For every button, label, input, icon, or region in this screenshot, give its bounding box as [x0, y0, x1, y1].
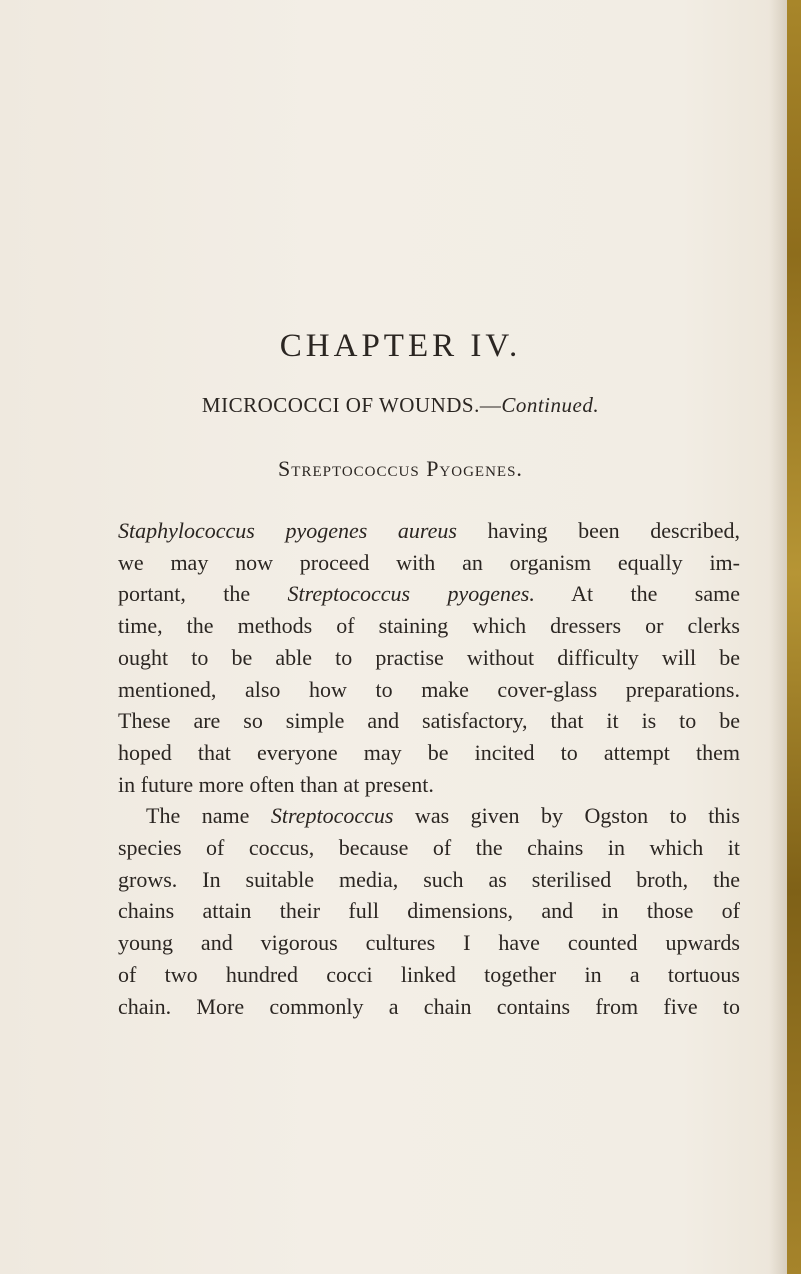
section-heading: Streptococcus Pyogenes.	[278, 456, 523, 481]
text-line	[118, 800, 740, 832]
text-line: time, the methods of staining which dressers or clerks	[118, 613, 740, 639]
text-span: was given by Ogston to this	[393, 803, 740, 829]
paragraph-1	[118, 515, 740, 800]
body-text	[118, 515, 740, 1022]
chapter-subtitle	[0, 393, 801, 418]
text-span: portant, the	[118, 581, 288, 607]
text-line	[118, 578, 740, 610]
chapter-title: CHAPTER IV.	[279, 328, 522, 364]
text-line: chain. More commonly a chain contains from five to	[118, 993, 740, 1019]
text-span: The name	[146, 803, 271, 829]
subtitle-continued: Continued.	[501, 393, 600, 417]
text-line: we may now proceed with an organism equally im-	[118, 549, 740, 575]
italic-term: Staphylococcus pyogenes aureus	[118, 518, 457, 543]
text-line	[118, 515, 740, 547]
text-line: mentioned, also how to make cover-glass preparations.	[118, 676, 740, 702]
text-line: chains attain their full dimensions, and in those of	[118, 898, 740, 924]
text-line: species of coccus, because of the chains in which it	[118, 835, 740, 861]
text-line: in future more often than at present.	[118, 771, 434, 797]
page-gutter-shadow	[769, 0, 787, 1274]
text-span: At the same	[534, 581, 740, 607]
subtitle-main: MICROCOCCI OF WOUNDS.	[201, 393, 480, 417]
text-line: of two hundred cocci linked together in a tortuous	[118, 961, 740, 987]
paragraph-2	[118, 800, 740, 1022]
italic-term: Streptococcus pyogenes.	[287, 581, 535, 607]
text-line: young and vigorous cultures I have counted upwards	[118, 930, 740, 956]
text-span: having been described,	[456, 518, 740, 543]
text-line: ought to be able to practise without difficulty will be	[118, 644, 740, 670]
page-edge-strip	[787, 0, 801, 1274]
text-line: These are so simple and satisfactory, that it is to be	[118, 708, 740, 734]
text-line: grows. In suitable media, such as sterilised broth, the	[118, 866, 740, 892]
italic-term: Streptococcus	[270, 803, 394, 829]
text-line: hoped that everyone may be incited to attempt them	[118, 739, 740, 765]
subtitle-dash: —	[479, 393, 502, 417]
